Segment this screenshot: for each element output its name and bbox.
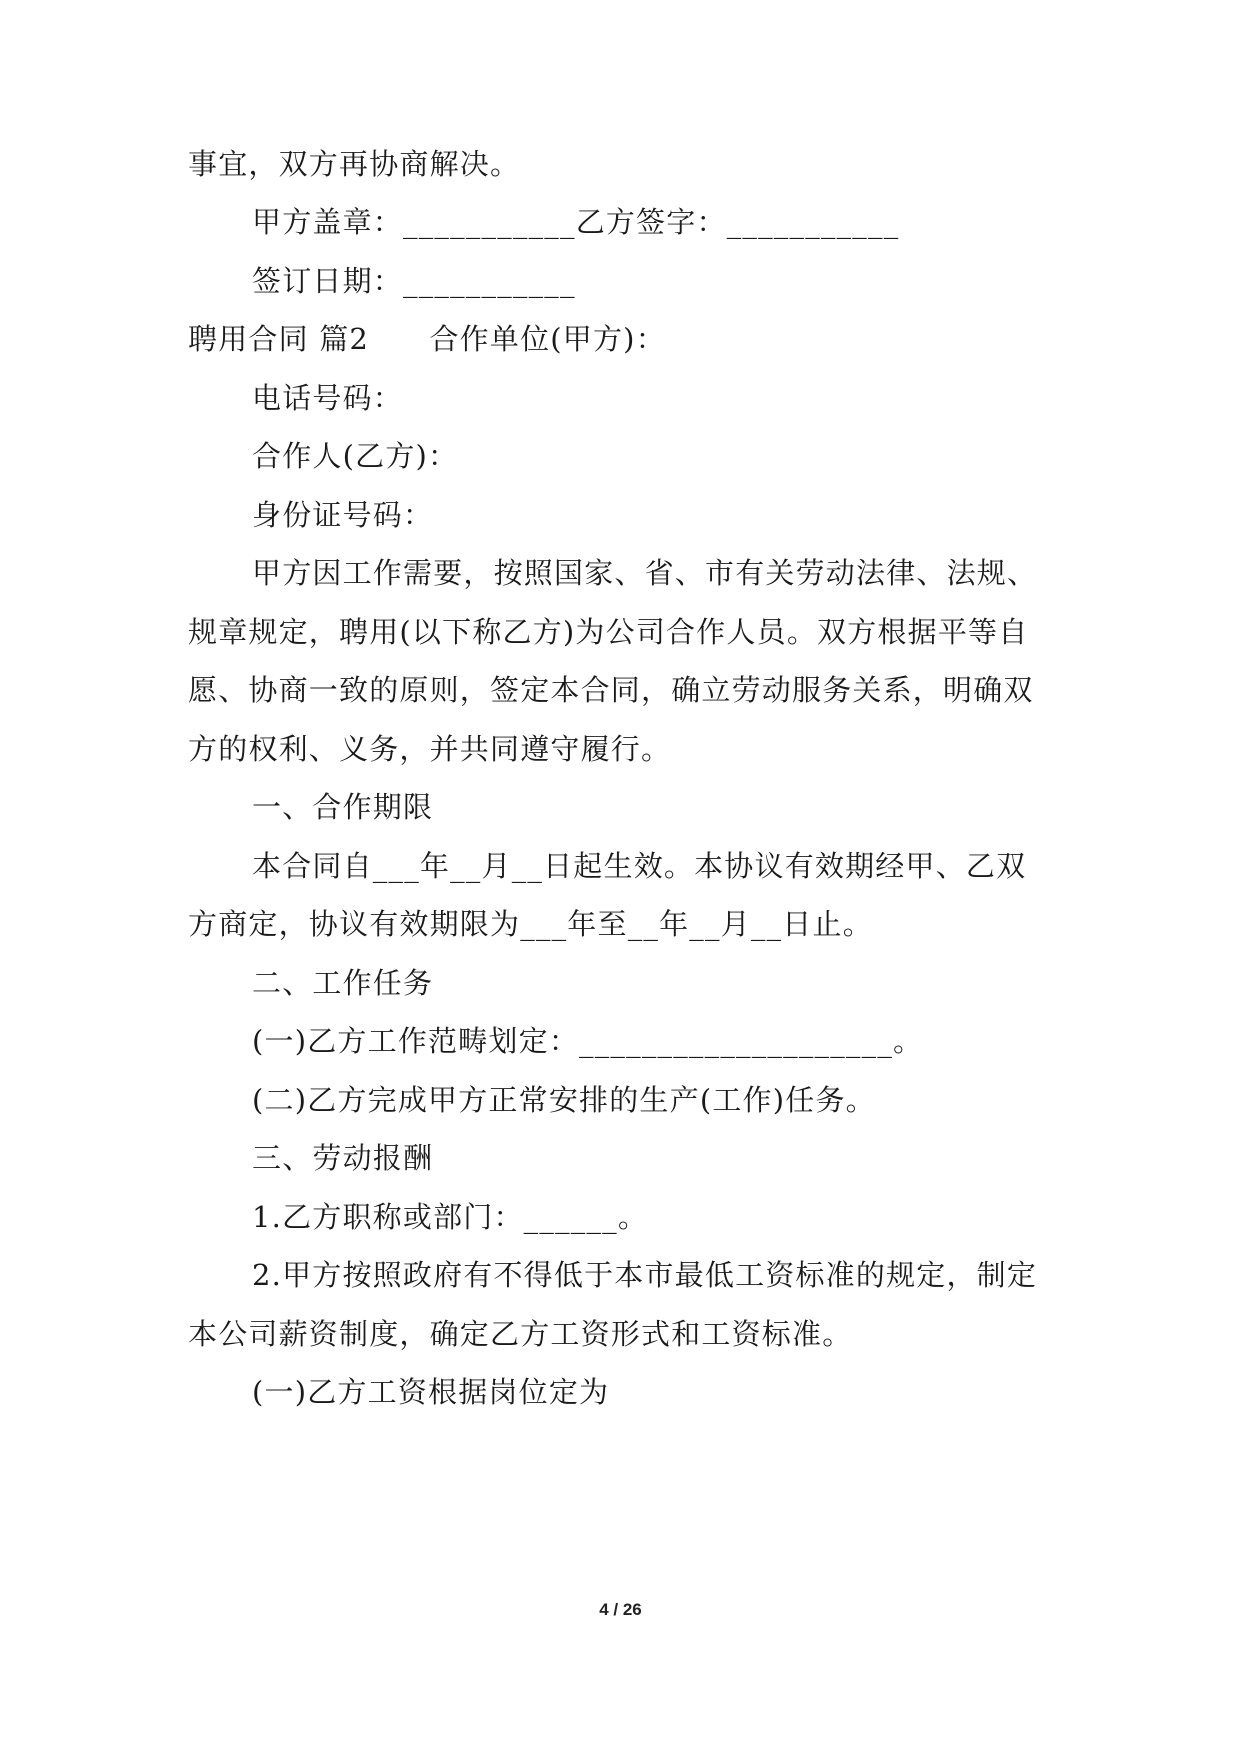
text-line: 1.乙方职称或部门：______。	[252, 1200, 649, 1234]
clause-heading: 二、工作任务	[252, 966, 434, 1000]
page-number: 4 / 26	[599, 1600, 642, 1619]
text-line: 本合同自___年__月__日起生效。本协议有效期经甲、乙双	[252, 849, 1027, 883]
clause-heading: 三、劳动报酬	[252, 1141, 434, 1175]
text-line: 电话号码：	[252, 381, 404, 415]
text-line: 本公司薪资制度，确定乙方工资形式和工资标准。	[188, 1317, 853, 1351]
text-line: 规章规定，聘用(以下称乙方)为公司合作人员。双方根据平等自	[188, 615, 1029, 649]
text-line: (一)乙方工资根据岗位定为	[252, 1375, 610, 1409]
text-line: 甲方盖章：___________乙方签字：___________	[252, 205, 900, 239]
text-line: 愿、协商一致的原则，签定本合同，确立劳动服务关系，明确双	[188, 673, 1034, 707]
text-line: 合作人(乙方)：	[252, 439, 459, 473]
clause-heading: 一、合作期限	[252, 790, 434, 824]
text-line: 甲方因工作需要，按照国家、省、市有关劳动法律、法规、	[252, 556, 1038, 590]
text-line: 方的权利、义务，并共同遵守履行。	[188, 732, 672, 766]
text-line: 2.甲方按照政府有不得低于本市最低工资标准的规定，制定	[252, 1258, 1038, 1292]
text-line: 方商定，协议有效期限为___年至__年__月__日止。	[188, 907, 873, 941]
section-heading: 聘用合同 篇2 合作单位(甲方)：	[188, 322, 666, 356]
text-line: (二)乙方完成甲方正常安排的生产(工作)任务。	[252, 1083, 876, 1117]
text-line: 签订日期：___________	[252, 264, 576, 298]
text-line: 事宜，双方再协商解决。	[188, 147, 521, 181]
text-line: 身份证号码：	[252, 498, 434, 532]
text-line: (一)乙方工作范畴划定：____________________。	[252, 1024, 924, 1058]
